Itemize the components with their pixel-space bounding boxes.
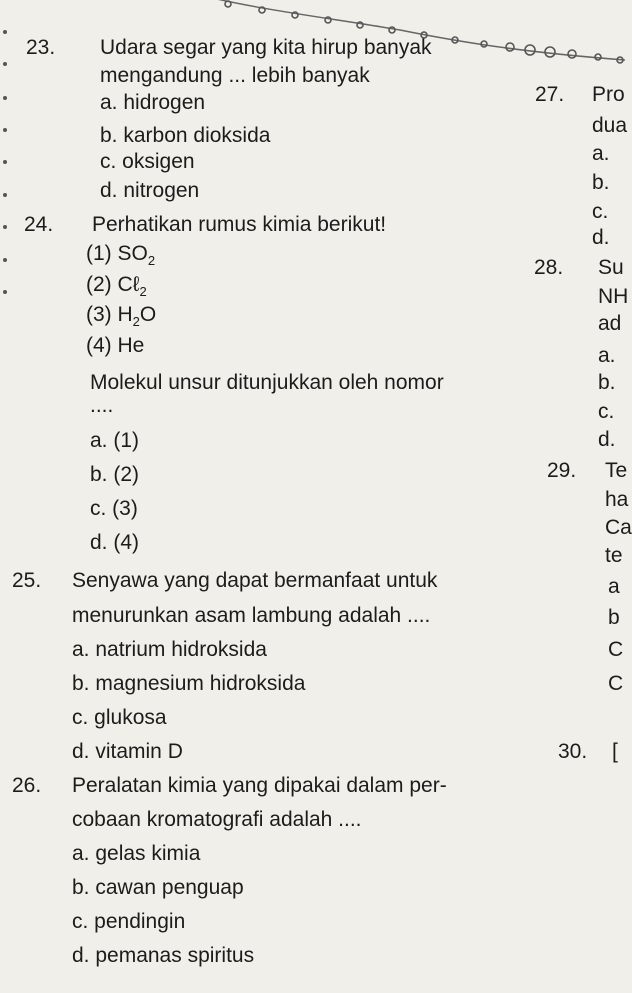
q29-number: 29. — [547, 459, 577, 482]
q23-option-a[interactable]: a. hidrogen — [100, 91, 206, 114]
q23-stem-line2: mengandung ... lebih banyak — [100, 64, 370, 87]
q24-prompt-line2: .... — [90, 394, 114, 417]
q27-line2-fragment: dua — [592, 114, 628, 137]
q23-option-c[interactable]: c. oksigen — [100, 150, 195, 173]
q28-option-a[interactable]: a. — [598, 344, 616, 367]
q27-option-b[interactable]: b. — [592, 171, 610, 194]
q29-option-b[interactable]: b — [608, 606, 620, 629]
q27-option-a[interactable]: a. — [592, 142, 610, 165]
q23-option-b[interactable]: b. karbon dioksida — [100, 124, 271, 147]
q24-formula-4: (4) He — [86, 334, 145, 357]
q29-option-c[interactable]: C — [608, 638, 624, 661]
q28-stem-fragment: Su — [598, 256, 624, 279]
q24-option-d[interactable]: d. (4) — [90, 531, 140, 554]
q26-number: 26. — [12, 774, 42, 797]
q24-formula-3: (3) $H_2O$ — [86, 303, 157, 329]
q28-option-b[interactable]: b. — [598, 371, 616, 394]
q26-option-b[interactable]: b. cawan penguap — [72, 876, 244, 899]
q29-option-a[interactable]: a — [608, 575, 620, 598]
q24-stem: Perhatikan rumus kimia berikut! — [92, 213, 387, 236]
q24-formula-1: (1) $SO_2$ — [86, 242, 156, 268]
q29-stem-fragment: Te — [605, 459, 628, 482]
q25-stem-line2: menurunkan asam lambung adalah .... — [72, 604, 431, 627]
q28-option-d[interactable]: d. — [598, 428, 616, 451]
q25-number: 25. — [12, 569, 42, 592]
q29-line2-fragment: ha — [605, 488, 629, 511]
q26-option-a[interactable]: a. gelas kimia — [72, 842, 201, 865]
q25-stem-line1: Senyawa yang dapat bermanfaat untuk — [72, 569, 438, 592]
q24-prompt-line1: Molekul unsur ditunjukkan oleh nomor — [90, 371, 444, 394]
q30-stem-fragment: [ — [612, 740, 618, 763]
q25-option-c[interactable]: c. glukosa — [72, 706, 167, 729]
q24-option-a[interactable]: a. (1) — [90, 429, 140, 452]
q24-option-c[interactable]: c. (3) — [90, 497, 138, 520]
q24-formula-2: (2) Cℓ$_2$ — [86, 273, 147, 299]
q29-line4-fragment: te — [605, 544, 623, 567]
q24-option-b[interactable]: b. (2) — [90, 463, 140, 486]
q25-option-d[interactable]: d. vitamin D — [72, 740, 183, 763]
margin-binding-holes — [0, 0, 12, 993]
q26-option-d[interactable]: d. pemanas spiritus — [72, 944, 255, 967]
q23-number: 23. — [26, 36, 56, 59]
q25-option-b[interactable]: b. magnesium hidroksida — [72, 672, 306, 695]
q30-number: 30. — [558, 740, 588, 763]
q26-stem-line2: cobaan kromatografi adalah .... — [72, 808, 362, 831]
q23-stem-line1: Udara segar yang kita hirup banyak — [100, 36, 432, 59]
q25-option-a[interactable]: a. natrium hidroksida — [72, 638, 267, 661]
q27-option-c[interactable]: c. — [592, 200, 609, 223]
q29-option-d[interactable]: C — [608, 672, 624, 695]
q26-stem-line1: Peralatan kimia yang dipakai dalam per- — [72, 774, 447, 797]
q28-line2-fragment: NH — [598, 285, 629, 308]
q27-option-d[interactable]: d. — [592, 226, 610, 249]
q28-option-c[interactable]: c. — [598, 400, 615, 423]
q27-stem-fragment: Pro — [592, 83, 625, 106]
q23-option-d[interactable]: d. nitrogen — [100, 179, 200, 202]
q28-line3-fragment: ad — [598, 312, 622, 335]
q28-number: 28. — [534, 256, 564, 279]
q26-option-c[interactable]: c. pendingin — [72, 910, 186, 933]
q24-number: 24. — [24, 213, 54, 236]
q27-number: 27. — [535, 83, 565, 106]
q29-line3-fragment: Ca — [605, 516, 632, 539]
